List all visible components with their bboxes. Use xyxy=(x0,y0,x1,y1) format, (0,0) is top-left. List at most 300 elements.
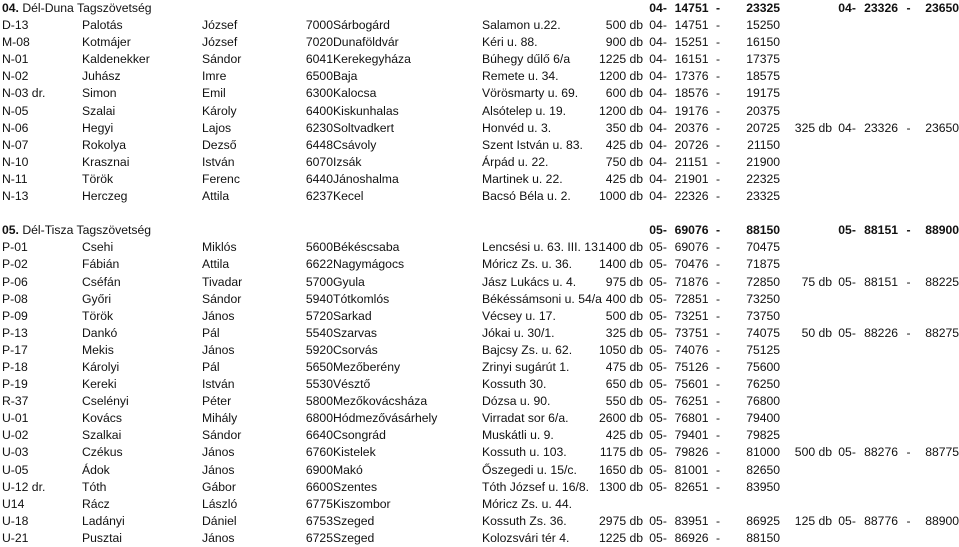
cell-b2 xyxy=(917,496,959,513)
cell-zip: 5600 xyxy=(305,240,333,255)
cell-p: 05- xyxy=(649,479,667,494)
cell-city: Békéscsaba xyxy=(333,240,400,255)
cell-addr: Jász Lukács u. 4. xyxy=(482,274,577,289)
cell-code: U-12 dr. xyxy=(2,479,46,494)
cell-d2 xyxy=(900,393,917,410)
cell-q2 xyxy=(780,103,832,120)
cell-q2 xyxy=(780,68,832,85)
cell-b2 xyxy=(917,154,959,171)
cell-zip: 6237 xyxy=(305,189,333,204)
cell-a: 18576 xyxy=(674,86,709,101)
cell-addr: Salamon u.22. xyxy=(482,18,561,33)
range2-dash: - xyxy=(906,223,911,238)
cell-a: 73751 xyxy=(674,325,709,340)
cell-q2: 325 db xyxy=(794,120,833,135)
cell-p: 05- xyxy=(649,445,667,460)
cell-zip: 6440 xyxy=(305,171,333,186)
cell-addr: Kéri u. 88. xyxy=(482,35,538,50)
cell-p: 05- xyxy=(649,240,667,255)
cell-p2: 04- xyxy=(838,120,856,135)
cell-zip: 6725 xyxy=(305,530,333,545)
cell-p2 xyxy=(832,308,862,325)
cell-city: Makó xyxy=(333,462,363,477)
cell-d: - xyxy=(716,394,721,409)
cell-city: Mezőberény xyxy=(333,359,401,374)
cell-a: 72851 xyxy=(674,291,709,306)
cell-p: 05- xyxy=(649,411,667,426)
cell-d: - xyxy=(716,120,721,135)
cell-p: 04- xyxy=(649,69,667,84)
cell-p2 xyxy=(832,496,862,513)
cell-qty: 600 db xyxy=(605,86,644,101)
cell-b2 xyxy=(917,530,959,547)
cell-last: Ladányi xyxy=(82,513,125,528)
cell-p2: 05- xyxy=(838,513,856,528)
cell-zip: 6041 xyxy=(305,52,333,67)
cell-first: Pál xyxy=(202,325,220,340)
cell-a: 75126 xyxy=(674,359,709,374)
cell-a: 79826 xyxy=(674,445,709,460)
cell-q2 xyxy=(780,256,832,273)
cell-code: N-10 xyxy=(2,154,29,169)
cell-first: Károly xyxy=(202,103,237,118)
cell-p: 05- xyxy=(649,325,667,340)
cell-a2 xyxy=(862,51,900,68)
cell-first: Attila xyxy=(202,189,230,204)
cell-p: 05- xyxy=(649,257,667,272)
cell-addr: Jókai u. 30/1. xyxy=(482,325,555,340)
section-blank xyxy=(780,222,832,239)
cell-p xyxy=(643,496,673,513)
section-blank xyxy=(780,0,832,17)
cell-a2 xyxy=(862,496,900,513)
cell-d2 xyxy=(900,51,917,68)
range-end: 88150 xyxy=(746,223,781,238)
cell-d2 xyxy=(900,359,917,376)
cell-last: Simon xyxy=(82,86,117,101)
cell-q2 xyxy=(780,376,832,393)
range2-end: 23650 xyxy=(925,1,959,15)
cell-b: 74075 xyxy=(746,325,781,340)
cell-d: - xyxy=(716,325,721,340)
cell-addr: Vécsey u. 17. xyxy=(482,308,556,323)
cell-first: József xyxy=(202,35,238,50)
table-row xyxy=(2,68,959,85)
cell-qty: 900 db xyxy=(605,35,644,50)
table-row xyxy=(2,444,959,461)
cell-d2 xyxy=(900,376,917,393)
cell-b: 82650 xyxy=(746,462,781,477)
cell-p: 05- xyxy=(649,342,667,357)
cell-b: 86925 xyxy=(746,513,781,528)
cell-d2 xyxy=(900,427,917,444)
section-header xyxy=(2,222,959,239)
cell-first: Emil xyxy=(202,86,226,101)
cell-a2 xyxy=(862,103,900,120)
cell-last: Kereki xyxy=(82,377,117,392)
cell-first: Lajos xyxy=(202,120,232,135)
cell-b2 xyxy=(917,479,959,496)
cell-first: Pál xyxy=(202,359,220,374)
section-blank xyxy=(598,0,643,17)
cell-last: Szalkai xyxy=(82,428,122,443)
cell-zip: 7020 xyxy=(305,35,333,50)
cell-a: 74076 xyxy=(674,342,709,357)
range2-dash: - xyxy=(906,1,911,15)
cell-b: 72850 xyxy=(746,274,781,289)
cell-code: P-09 xyxy=(2,308,28,323)
cell-qty: 1000 db xyxy=(599,189,644,204)
cell-last: Krasznai xyxy=(82,154,130,169)
cell-zip: 6775 xyxy=(305,496,333,511)
cell-d: - xyxy=(716,274,721,289)
cell-addr: Honvéd u. 3. xyxy=(482,120,552,135)
cell-code: P-13 xyxy=(2,325,28,340)
cell-zip: 5920 xyxy=(305,342,333,357)
cell-p: 05- xyxy=(649,377,667,392)
cell-code: N-06 xyxy=(2,120,29,135)
cell-last: Kotmájer xyxy=(82,35,131,50)
cell-code: P-06 xyxy=(2,274,28,289)
cell-a2: 23326 xyxy=(864,120,899,135)
cell-b2 xyxy=(917,51,959,68)
cell-b2 xyxy=(917,427,959,444)
cell-p: 04- xyxy=(649,154,667,169)
table-row xyxy=(2,256,959,273)
cell-qty: 2975 db xyxy=(599,513,644,528)
cell-city: Gyula xyxy=(333,274,365,289)
cell-first: János xyxy=(202,445,235,460)
table-row xyxy=(2,462,959,479)
cell-qty: 400 db xyxy=(605,291,644,306)
cell-zip: 5530 xyxy=(305,377,333,392)
cell-city: Kiskunhalas xyxy=(333,103,399,118)
cell-q2 xyxy=(780,342,832,359)
cell-p2 xyxy=(832,256,862,273)
cell-a2 xyxy=(862,85,900,102)
cell-last: Tóth xyxy=(82,479,107,494)
cell-d2 xyxy=(900,256,917,273)
cell-a xyxy=(673,496,710,513)
table-row xyxy=(2,137,959,154)
cell-d2 xyxy=(900,154,917,171)
cell-d2 xyxy=(900,171,917,188)
cell-b: 22325 xyxy=(746,171,781,186)
cell-first: Tivadar xyxy=(202,274,243,289)
cell-p2 xyxy=(832,17,862,34)
range-dash: - xyxy=(716,223,721,238)
cell-qty: 1225 db xyxy=(599,52,644,67)
cell-a2 xyxy=(862,291,900,308)
cell-first: István xyxy=(202,154,235,169)
cell-d: - xyxy=(716,462,721,477)
cell-addr: Remete u. 34. xyxy=(482,69,559,84)
table-row xyxy=(2,154,959,171)
cell-b: 81000 xyxy=(746,445,781,460)
cell-p: 04- xyxy=(649,52,667,67)
table-row xyxy=(2,308,959,325)
cell-addr: Bacsó Béla u. 2. xyxy=(482,189,571,204)
table-row xyxy=(2,188,959,205)
cell-d: - xyxy=(716,445,721,460)
table-row xyxy=(2,376,959,393)
cell-p2 xyxy=(832,530,862,547)
cell-code: N-11 xyxy=(2,171,28,186)
cell-last: Károlyi xyxy=(82,359,120,374)
cell-last: Győri xyxy=(82,291,112,306)
range-start: 14751 xyxy=(674,1,709,15)
cell-a: 14751 xyxy=(674,18,709,33)
cell-p2 xyxy=(832,68,862,85)
cell-p: 05- xyxy=(649,394,667,409)
cell-d2 xyxy=(900,496,917,513)
cell-a2 xyxy=(862,68,900,85)
cell-city: Sarkad xyxy=(333,308,372,323)
cell-p2 xyxy=(832,34,862,51)
table-row xyxy=(2,103,959,120)
cell-qty xyxy=(598,496,643,513)
cell-addr: Lencsési u. 63. III. 13. xyxy=(482,240,602,255)
cell-last: Rácz xyxy=(82,496,110,511)
cell-city: Csorvás xyxy=(333,342,378,357)
section-gap xyxy=(2,205,959,222)
cell-a: 86926 xyxy=(674,530,709,545)
table-row xyxy=(2,274,959,291)
cell-qty: 475 db xyxy=(605,359,644,374)
cell-a: 71876 xyxy=(674,274,709,289)
cell-addr: Kossuth u. 103. xyxy=(482,445,567,460)
cell-d: - xyxy=(716,35,721,50)
cell-a2 xyxy=(862,34,900,51)
cell-d2 xyxy=(900,85,917,102)
cell-a2 xyxy=(862,410,900,427)
cell-a: 17376 xyxy=(674,69,709,84)
cell-p2: 05- xyxy=(838,445,856,460)
cell-last: Török xyxy=(82,308,114,323)
range2-prefix: 04- xyxy=(838,1,856,15)
cell-qty: 425 db xyxy=(605,428,644,443)
range-dash: - xyxy=(716,1,721,15)
cell-b: 20725 xyxy=(746,120,781,135)
cell-addr: Őszegedi u. 15/c. xyxy=(482,462,577,477)
cell-d: - xyxy=(716,240,721,255)
cell-b: 76250 xyxy=(746,377,781,392)
table-row xyxy=(2,530,959,547)
cell-b2 xyxy=(917,308,959,325)
cell-b: 21900 xyxy=(746,154,781,169)
section-number: 04. xyxy=(2,1,19,15)
cell-zip: 5940 xyxy=(305,291,333,306)
table-row xyxy=(2,410,959,427)
table-row xyxy=(2,85,959,102)
cell-a: 15251 xyxy=(674,35,709,50)
cell-q2 xyxy=(780,188,832,205)
cell-d: - xyxy=(716,137,721,152)
cell-first: Sándor xyxy=(202,428,242,443)
cell-zip: 6800 xyxy=(305,411,333,426)
cell-a2 xyxy=(862,239,900,256)
cell-code: P-17 xyxy=(2,342,28,357)
cell-p2 xyxy=(832,342,862,359)
table-row xyxy=(2,342,959,359)
cell-d: - xyxy=(716,189,721,204)
cell-p: 04- xyxy=(649,103,667,118)
cell-b: 76800 xyxy=(746,394,781,409)
table-row xyxy=(2,17,959,34)
cell-d xyxy=(710,496,726,513)
cell-first: Péter xyxy=(202,394,232,409)
cell-b2: 88775 xyxy=(925,445,959,460)
cell-code: U-01 xyxy=(2,411,29,426)
cell-d2 xyxy=(900,103,917,120)
table-row xyxy=(2,427,959,444)
cell-a: 79401 xyxy=(674,428,709,443)
range-prefix: 05- xyxy=(649,223,667,238)
cell-q2 xyxy=(780,154,832,171)
cell-d2 xyxy=(900,239,917,256)
cell-d2 xyxy=(900,68,917,85)
cell-q2 xyxy=(780,410,832,427)
cell-d2 xyxy=(900,188,917,205)
cell-a: 16151 xyxy=(674,52,709,67)
cell-code: P-01 xyxy=(2,240,28,255)
cell-q2 xyxy=(780,137,832,154)
cell-a: 20726 xyxy=(674,137,709,152)
cell-qty: 1650 db xyxy=(599,462,644,477)
cell-a2 xyxy=(862,256,900,273)
table-row xyxy=(2,513,959,530)
cell-city: Kalocsa xyxy=(333,86,377,101)
cell-zip: 6622 xyxy=(305,257,333,272)
cell-b: 73250 xyxy=(746,291,781,306)
cell-zip: 6448 xyxy=(305,137,333,152)
cell-last: Rokolya xyxy=(82,137,127,152)
cell-p2 xyxy=(832,462,862,479)
cell-zip: 6500 xyxy=(305,69,333,84)
cell-addr: Muskátli u. 9. xyxy=(482,428,554,443)
cell-city: Mezőkovácsháza xyxy=(333,394,428,409)
cell-d: - xyxy=(716,103,721,118)
cell-b: 79825 xyxy=(746,428,781,443)
cell-p2 xyxy=(832,239,862,256)
cell-qty: 975 db xyxy=(605,274,644,289)
cell-a: 81001 xyxy=(674,462,709,477)
allocation-table xyxy=(2,0,959,547)
cell-q2: 50 db xyxy=(801,325,833,340)
cell-qty: 650 db xyxy=(605,377,644,392)
cell-code: U-21 xyxy=(2,530,29,545)
cell-p: 04- xyxy=(649,18,667,33)
cell-p2 xyxy=(832,393,862,410)
cell-b: 75600 xyxy=(746,359,781,374)
cell-qty: 1175 db xyxy=(599,445,644,460)
cell-a2 xyxy=(862,359,900,376)
cell-last: Czékus xyxy=(82,445,123,460)
cell-addr: Árpád u. 22. xyxy=(482,154,549,169)
cell-q2 xyxy=(780,308,832,325)
cell-code: P-19 xyxy=(2,377,28,392)
cell-last: Kaldenekker xyxy=(82,52,150,67)
cell-d2 xyxy=(900,342,917,359)
cell-code: P-02 xyxy=(2,257,28,272)
cell-first: István xyxy=(202,377,235,392)
cell-b2 xyxy=(917,410,959,427)
cell-b2 xyxy=(917,462,959,479)
cell-code: P-08 xyxy=(2,291,28,306)
section-name: Dél-Duna Tagszövetség xyxy=(22,1,152,15)
range-start: 69076 xyxy=(674,223,709,238)
cell-city: Csávoly xyxy=(333,137,377,152)
cell-b: 21150 xyxy=(747,137,781,152)
cell-a: 21151 xyxy=(675,154,709,169)
cell-b2 xyxy=(917,34,959,51)
cell-a2 xyxy=(862,171,900,188)
cell-zip: 5720 xyxy=(305,308,333,323)
cell-d2 xyxy=(900,479,917,496)
section-blank xyxy=(598,222,643,239)
cell-qty: 1050 db xyxy=(599,342,644,357)
cell-code: D-13 xyxy=(2,18,29,33)
cell-b: 15250 xyxy=(746,18,781,33)
cell-a: 20376 xyxy=(674,120,709,135)
cell-qty: 2600 db xyxy=(599,411,644,426)
cell-b2 xyxy=(917,376,959,393)
cell-city: Baja xyxy=(333,69,358,84)
cell-p2 xyxy=(832,171,862,188)
cell-p: 05- xyxy=(649,428,667,443)
cell-d2: - xyxy=(906,120,911,135)
cell-p: 05- xyxy=(649,513,667,528)
cell-qty: 1400 db xyxy=(599,257,644,272)
cell-addr: Móricz Zs. u. 36. xyxy=(482,257,573,272)
cell-d: - xyxy=(716,377,721,392)
cell-b: 19175 xyxy=(746,86,781,101)
cell-zip: 6400 xyxy=(305,103,333,118)
cell-b2 xyxy=(917,393,959,410)
cell-city: Szeged xyxy=(333,530,375,545)
cell-first: Sándor xyxy=(202,52,242,67)
section-number: 05. xyxy=(2,223,19,238)
cell-first: József xyxy=(202,18,238,33)
cell-code: P-18 xyxy=(2,359,28,374)
cell-d: - xyxy=(716,18,721,33)
cell-first: Mihály xyxy=(202,411,238,426)
cell-d: - xyxy=(716,171,721,186)
cell-addr: Martinek u. 22. xyxy=(482,171,563,186)
cell-q2 xyxy=(780,51,832,68)
cell-addr: Bajcsy Zs. u. 62. xyxy=(482,342,573,357)
cell-first: János xyxy=(202,308,235,323)
range-end: 23325 xyxy=(746,1,781,15)
cell-q2 xyxy=(780,17,832,34)
cell-b2 xyxy=(917,188,959,205)
cell-b: 83950 xyxy=(746,479,781,494)
cell-last: Török xyxy=(82,171,114,186)
cell-zip: 7000 xyxy=(305,18,333,33)
cell-city: Csongrád xyxy=(333,428,386,443)
cell-addr: Kolozsvári tér 4. xyxy=(482,530,570,545)
cell-b: 79400 xyxy=(746,411,781,426)
cell-a: 69076 xyxy=(674,240,709,255)
cell-addr: Búhegy dűlő 6/a xyxy=(482,52,571,67)
cell-addr: Virradat sor 6/a. xyxy=(482,411,569,426)
cell-b: 70475 xyxy=(746,240,781,255)
cell-zip: 5700 xyxy=(305,274,333,289)
table-row xyxy=(2,34,959,51)
cell-last: Fábián xyxy=(82,257,120,272)
cell-qty: 500 db xyxy=(605,18,644,33)
cell-b2 xyxy=(917,256,959,273)
